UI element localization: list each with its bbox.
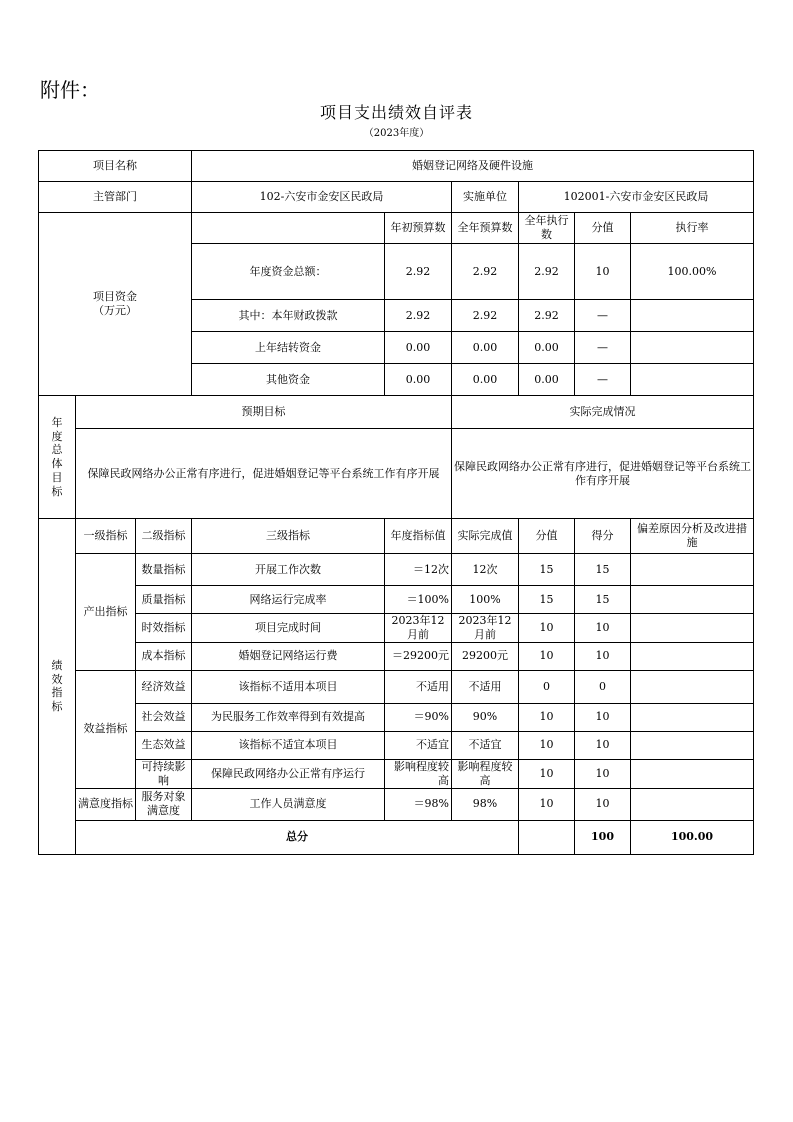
funds-row-value: 10 — [575, 244, 631, 300]
score-cell: 10 — [575, 788, 631, 820]
project-name-label: 项目名称 — [39, 151, 192, 182]
actual-cell: 29200元 — [452, 642, 519, 670]
performance-indicator-side-label: 绩 效 指 标 — [39, 519, 76, 855]
value-cell: 15 — [519, 554, 575, 586]
indicator-row — [39, 670, 754, 703]
header-value: 分值 — [519, 519, 575, 554]
actual-cell: 影响程度较高 — [452, 759, 519, 788]
department-value: 102-六安市金安区民政局 — [192, 182, 452, 213]
indicator-row — [39, 703, 754, 731]
note-cell — [631, 759, 754, 788]
total-value: 100 — [575, 820, 631, 854]
level2-cell: 经济效益 — [136, 670, 192, 703]
target-cell: ＝29200元 — [385, 642, 452, 670]
funds-row-rate: 100.00% — [631, 244, 754, 300]
indicator-row — [39, 642, 754, 670]
score-cell: 15 — [575, 586, 631, 614]
funds-header-value: 分值 — [575, 213, 631, 244]
funds-row-label: 其中：本年财政拨款 — [192, 300, 385, 332]
level3-cell: 开展工作次数 — [192, 554, 385, 586]
level3-cell: 保障民政网络办公正常有序运行 — [192, 759, 385, 788]
header-level3: 三级指标 — [192, 519, 385, 554]
funds-header-executed: 全年执行数 — [519, 213, 575, 244]
value-cell: 10 — [519, 642, 575, 670]
funds-row-label: 其他资金 — [192, 364, 385, 396]
level2-cell: 社会效益 — [136, 703, 192, 731]
note-cell — [631, 614, 754, 643]
target-cell: 不适用 — [385, 670, 452, 703]
actual-cell: 90% — [452, 703, 519, 731]
funds-row-value: — — [575, 332, 631, 364]
funds-row-initial: 2.92 — [385, 244, 452, 300]
value-cell: 10 — [519, 703, 575, 731]
total-blank — [519, 820, 575, 854]
note-cell — [631, 642, 754, 670]
actual-completion-text: 保障民政网络办公正常有序进行，促进婚姻登记等平台系统工作有序开展 — [452, 429, 754, 519]
value-cell: 10 — [519, 731, 575, 759]
actual-completion-header: 实际完成情况 — [452, 396, 754, 429]
funds-header-annual: 全年预算数 — [452, 213, 519, 244]
indicator-row — [39, 731, 754, 759]
indicator-row — [39, 759, 754, 788]
funds-header-blank — [192, 213, 385, 244]
implementing-unit-label: 实施单位 — [452, 182, 519, 213]
funds-row-rate — [631, 332, 754, 364]
level3-cell: 项目完成时间 — [192, 614, 385, 643]
funds-row-annual: 2.92 — [452, 300, 519, 332]
page-title: 项目支出绩效自评表 — [319, 103, 473, 122]
note-cell — [631, 670, 754, 703]
funds-row-value: — — [575, 300, 631, 332]
note-cell — [631, 788, 754, 820]
funds-row-initial: 2.92 — [385, 300, 452, 332]
value-cell: 15 — [519, 586, 575, 614]
header-level1: 一级指标 — [76, 519, 136, 554]
note-cell — [631, 703, 754, 731]
score-cell: 10 — [575, 642, 631, 670]
project-name-value: 婚姻登记网络及硬件设施 — [192, 151, 754, 182]
value-cell: 10 — [519, 614, 575, 643]
header-score: 得分 — [575, 519, 631, 554]
level2-cell: 质量指标 — [136, 586, 192, 614]
score-cell: 0 — [575, 670, 631, 703]
project-name-row — [39, 151, 754, 182]
level2-cell: 成本指标 — [136, 642, 192, 670]
funds-row-initial: 0.00 — [385, 332, 452, 364]
actual-cell: 100% — [452, 586, 519, 614]
level2-cell: 可持续影响 — [136, 759, 192, 788]
level2-cell: 数量指标 — [136, 554, 192, 586]
funds-row-label: 年度资金总额： — [192, 244, 385, 300]
total-row — [39, 820, 754, 854]
attachment-label: 附件： — [40, 78, 100, 102]
actual-cell: 不适用 — [452, 670, 519, 703]
score-cell: 10 — [575, 614, 631, 643]
funds-row-annual: 0.00 — [452, 364, 519, 396]
funds-row-initial: 0.00 — [385, 364, 452, 396]
funds-header-row — [39, 213, 754, 244]
year-subtitle: （2023年度） — [363, 128, 430, 139]
note-cell — [631, 586, 754, 614]
funds-row-rate — [631, 364, 754, 396]
note-cell — [631, 554, 754, 586]
funds-row-executed: 2.92 — [519, 244, 575, 300]
total-label: 总分 — [76, 820, 519, 854]
target-cell: ＝12次 — [385, 554, 452, 586]
goals-header-row — [39, 396, 754, 429]
level1-satisfaction: 满意度指标 — [76, 788, 136, 820]
target-cell: 2023年12月前 — [385, 614, 452, 643]
level1-output: 产出指标 — [76, 554, 136, 671]
indicator-row — [39, 586, 754, 614]
indicator-row — [39, 614, 754, 643]
funds-row-value: — — [575, 364, 631, 396]
score-cell: 10 — [575, 703, 631, 731]
funds-row-label: 上年结转资金 — [192, 332, 385, 364]
level3-cell: 网络运行完成率 — [192, 586, 385, 614]
value-cell: 10 — [519, 788, 575, 820]
goals-content-row — [39, 429, 754, 519]
evaluation-table — [38, 150, 754, 855]
target-cell: ＝90% — [385, 703, 452, 731]
funds-row-executed: 2.92 — [519, 300, 575, 332]
funds-label-line1: 项目资金 — [93, 290, 137, 304]
funds-row-executed: 0.00 — [519, 332, 575, 364]
annual-goals-side-label: 年 度 总 体 目 标 — [39, 396, 76, 519]
level2-cell: 服务对象满意度 — [136, 788, 192, 820]
target-cell: ＝100% — [385, 586, 452, 614]
funds-header-rate: 执行率 — [631, 213, 754, 244]
value-cell: 0 — [519, 670, 575, 703]
actual-cell: 98% — [452, 788, 519, 820]
level3-cell: 该指标不适宜本项目 — [192, 731, 385, 759]
funds-row-annual: 0.00 — [452, 332, 519, 364]
indicator-row — [39, 788, 754, 820]
header-target: 年度指标值 — [385, 519, 452, 554]
header-level2: 二级指标 — [136, 519, 192, 554]
actual-cell: 不适宜 — [452, 731, 519, 759]
funds-header-initial: 年初预算数 — [385, 213, 452, 244]
target-cell: 不适宜 — [385, 731, 452, 759]
total-score: 100.00 — [631, 820, 754, 854]
actual-cell: 2023年12月前 — [452, 614, 519, 643]
level3-cell: 该指标不适用本项目 — [192, 670, 385, 703]
department-label: 主管部门 — [39, 182, 192, 213]
score-cell: 10 — [575, 759, 631, 788]
header-deviation: 偏差原因分析及改进措施 — [631, 519, 754, 554]
level2-cell: 生态效益 — [136, 731, 192, 759]
implementing-unit-value: 102001-六安市金安区民政局 — [519, 182, 754, 213]
level3-cell: 婚姻登记网络运行费 — [192, 642, 385, 670]
funds-label-line2: （万元） — [93, 304, 137, 317]
funds-row-rate — [631, 300, 754, 332]
expected-goal-text: 保障民政网络办公正常有序进行，促进婚姻登记等平台系统工作有序开展 — [76, 429, 452, 519]
funds-label — [39, 213, 192, 396]
header-actual: 实际完成值 — [452, 519, 519, 554]
actual-cell: 12次 — [452, 554, 519, 586]
value-cell: 10 — [519, 759, 575, 788]
score-cell: 15 — [575, 554, 631, 586]
expected-goal-header: 预期目标 — [76, 396, 452, 429]
level3-cell: 为民服务工作效率得到有效提高 — [192, 703, 385, 731]
level3-cell: 工作人员满意度 — [192, 788, 385, 820]
level1-benefit: 效益指标 — [76, 670, 136, 788]
indicator-header-row — [39, 519, 754, 554]
target-cell: 影响程度较高 — [385, 759, 452, 788]
funds-row-executed: 0.00 — [519, 364, 575, 396]
indicator-row — [39, 554, 754, 586]
score-cell: 10 — [575, 731, 631, 759]
target-cell: ＝98% — [385, 788, 452, 820]
note-cell — [631, 731, 754, 759]
level2-cell: 时效指标 — [136, 614, 192, 643]
funds-row-annual: 2.92 — [452, 244, 519, 300]
department-row — [39, 182, 754, 213]
